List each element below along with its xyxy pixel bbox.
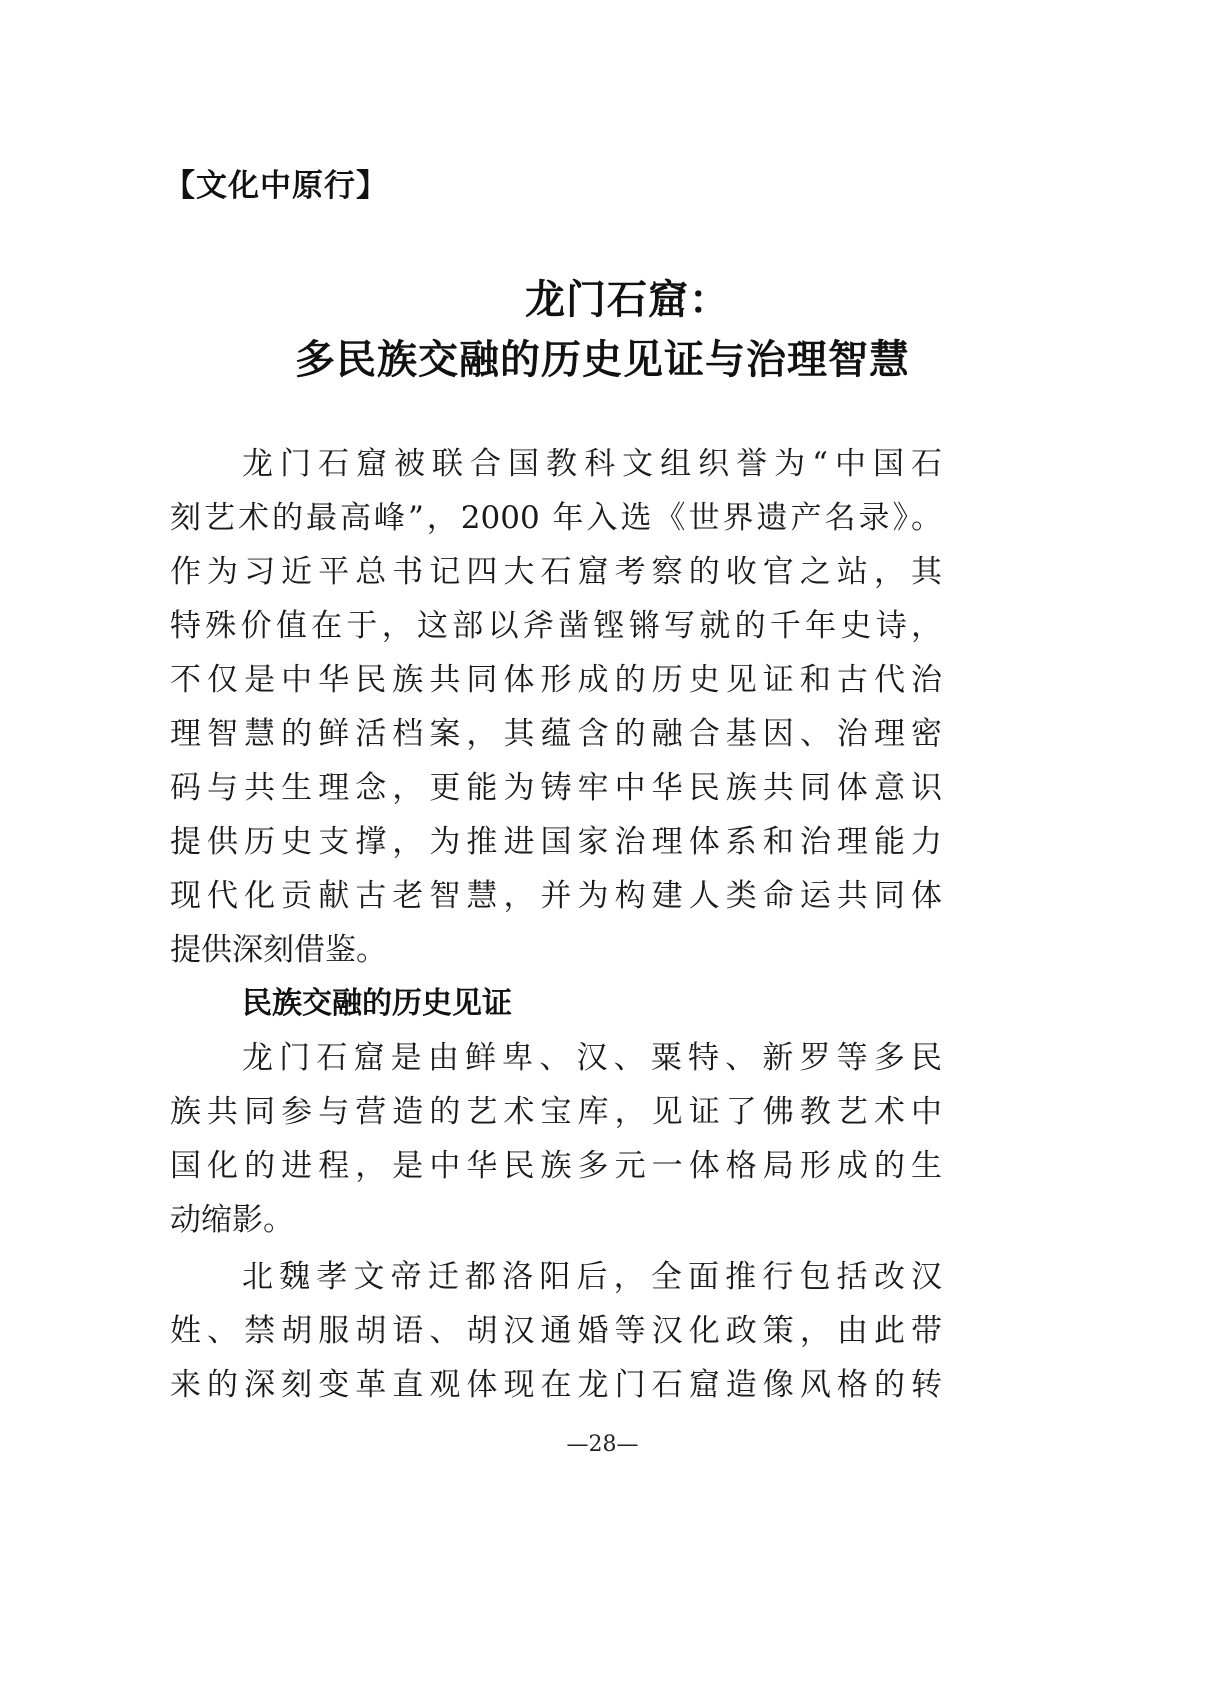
article-title-line-1: 龙门石窟：	[525, 276, 730, 323]
text-line: 国化的进程，是中华民族多元一体格局形成的生	[170, 1148, 942, 1184]
section-heading: 民族交融的历史见证	[242, 986, 512, 1021]
text-line: 码与共生理念，更能为铸牢中华民族共同体意识	[170, 770, 942, 806]
column-tag: 【文化中原行】	[164, 168, 388, 204]
text-line: 龙门石窟被联合国教科文组织誉为“中国石	[242, 446, 942, 482]
text-line: 作为习近平总书记四大石窟考察的收官之站，其	[170, 554, 942, 590]
text-line: 族共同参与营造的艺术宝库，见证了佛教艺术中	[170, 1094, 942, 1130]
text-line: 龙门石窟是由鲜卑、汉、粟特、新罗等多民	[242, 1040, 942, 1076]
article-title-line-2: 多民族交融的历史见证与治理智慧	[295, 336, 910, 383]
text-line: 理智慧的鲜活档案，其蕴含的融合基因、治理密	[170, 716, 942, 752]
text-line: 来的深刻变革直观体现在龙门石窟造像风格的转	[170, 1367, 942, 1403]
text-line: 现代化贡献古老智慧，并为构建人类命运共同体	[170, 878, 942, 914]
page-number: —28—	[566, 1432, 639, 1457]
text-line: 姓、禁胡服胡语、胡汉通婚等汉化政策，由此带	[170, 1313, 942, 1349]
text-line: 特殊价值在于，这部以斧凿铿锵写就的千年史诗，	[170, 608, 942, 644]
text-line: 动缩影。	[170, 1202, 294, 1238]
text-line: 不仅是中华民族共同体形成的历史见证和古代治	[170, 662, 942, 698]
text-line: 提供历史支撑，为推进国家治理体系和治理能力	[170, 824, 942, 860]
text-line: 提供深刻借鉴。	[170, 932, 387, 968]
text-line: 北魏孝文帝迁都洛阳后，全面推行包括改汉	[242, 1259, 942, 1295]
text-line: 刻艺术的最高峰”，2000 年入选《世界遗产名录》。	[170, 500, 942, 536]
